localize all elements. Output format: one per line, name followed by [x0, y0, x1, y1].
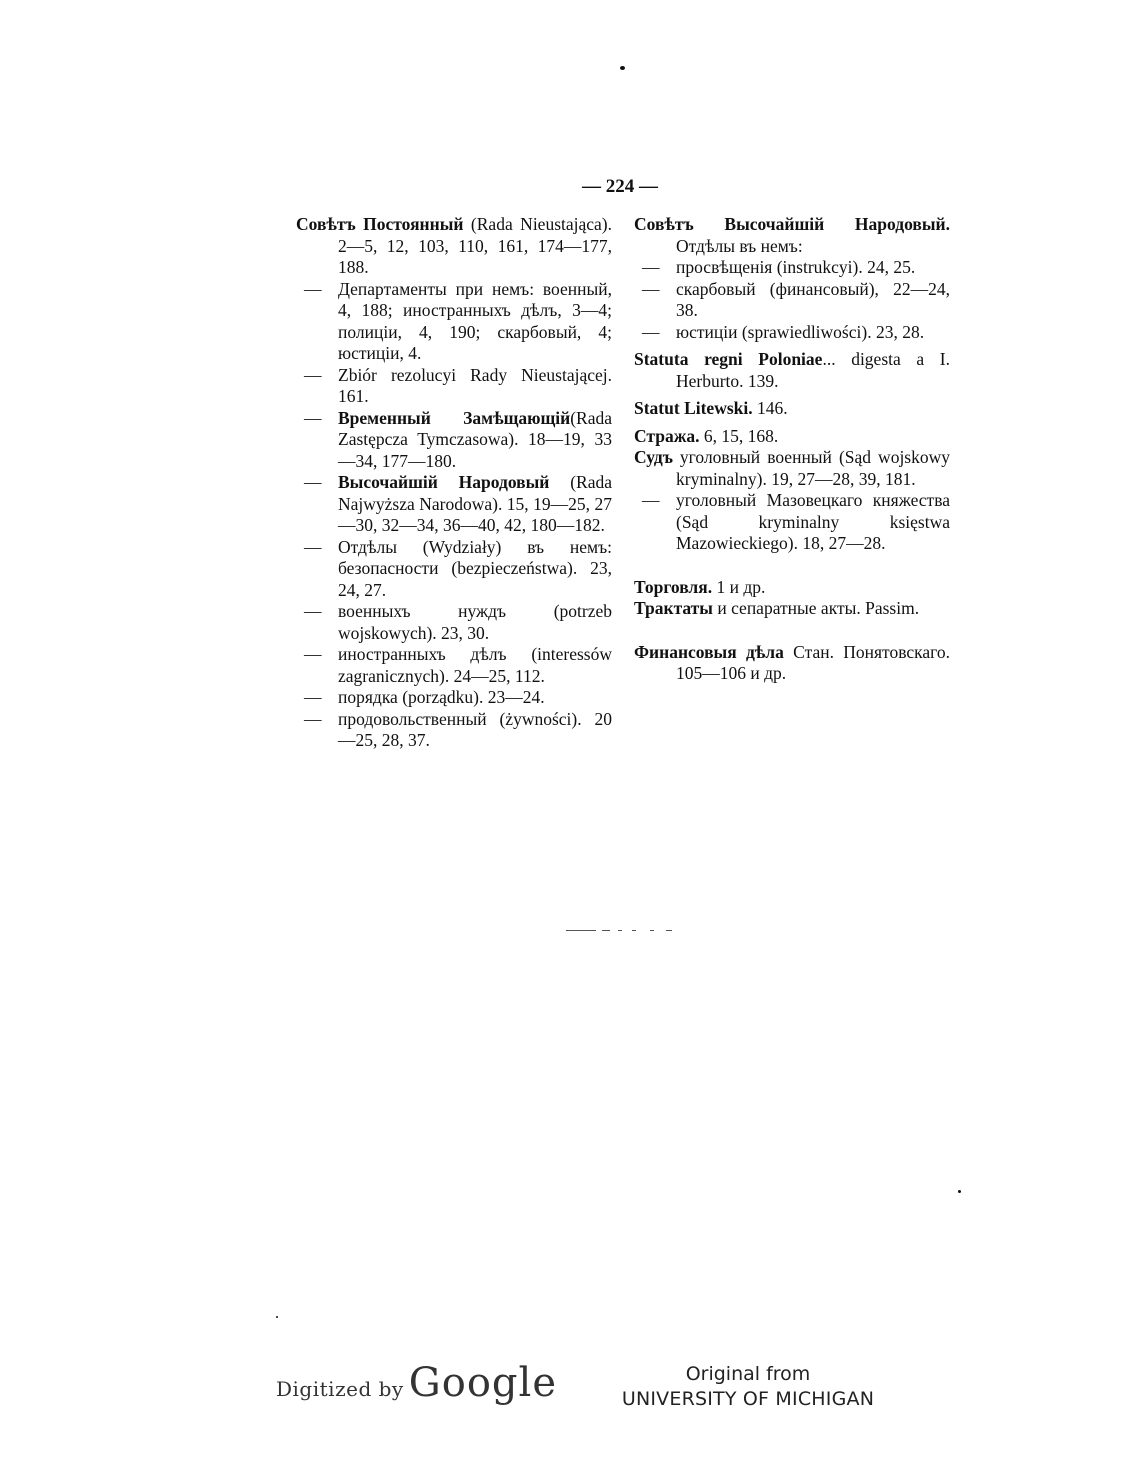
dash-marker: —	[304, 364, 322, 385]
digitized-label: Digitized by	[276, 1377, 404, 1401]
subentry-text: продовольственный (żywności). 20—25, 28, 37.	[338, 708, 612, 750]
subentry-heading: Временный Замѣщающій	[338, 407, 571, 428]
subentry-text: просвѣщенія (instrukcyi). 24, 25.	[676, 257, 916, 277]
entry-heading: Стража.	[634, 425, 700, 446]
entry-text: 146.	[752, 398, 788, 418]
index-subentry	[634, 322, 950, 344]
entry-text: и сепаратные акты. Passim.	[712, 598, 920, 618]
dash-marker: —	[304, 708, 322, 729]
index-subentry	[296, 408, 612, 473]
entry-heading: Statuta regni Poloniae	[634, 349, 823, 369]
subentry-text: (Rada Zastępcza Tymczasowa). 18—19, 33—34, 177—180.	[338, 407, 612, 471]
entry-heading: Судъ	[634, 447, 673, 467]
dash-marker: —	[304, 601, 322, 621]
end-ornament	[566, 928, 676, 934]
entry-text: 1 и др.	[712, 576, 766, 597]
speck-top	[620, 66, 625, 70]
index-entry	[634, 426, 950, 448]
google-wordmark: Google	[408, 1360, 557, 1406]
spacer	[634, 620, 950, 642]
entry-text: Отдѣлы въ немъ:	[676, 235, 803, 256]
index-column-right	[634, 214, 950, 685]
dash-marker: —	[304, 407, 322, 428]
index-subentry	[634, 257, 950, 279]
speck-right	[958, 1190, 961, 1193]
subentry-text: военныхъ нуждъ (potrzeb wojskowych). 23, 30.	[338, 601, 612, 643]
entry-heading: Совѣтъ Постоянный	[296, 214, 464, 234]
entry-heading: Совѣтъ Высочайшій Народовый.	[634, 214, 950, 234]
dash-marker: —	[642, 321, 660, 342]
subentry-text: юстиціи (sprawiedliwości). 23, 28.	[676, 321, 925, 342]
index-subentry	[296, 687, 612, 709]
subentry-heading: Высочайшій Народовый	[338, 472, 550, 492]
subentry-text: Zbiór rezolucyi Rady Nieustającej. 161.	[338, 364, 612, 406]
entry-text: ... digesta a I. Herburto. 139.	[676, 349, 950, 391]
index-entry	[634, 398, 950, 420]
original-from-label: Original from	[685, 1363, 811, 1385]
dash-marker: —	[642, 490, 660, 510]
index-column-left	[296, 214, 612, 752]
entry-heading: Трактаты	[634, 598, 713, 618]
digitized-by-watermark	[276, 1360, 557, 1406]
index-subentry	[296, 279, 612, 365]
spacer	[634, 555, 950, 577]
entry-text: 6, 15, 168.	[699, 425, 779, 446]
index-subentry	[634, 279, 950, 322]
index-entry	[634, 598, 950, 620]
index-entry	[634, 642, 950, 685]
dash-marker: —	[304, 644, 322, 664]
entry-heading: Торговля.	[634, 576, 713, 597]
index-entry	[634, 447, 950, 490]
index-entry	[634, 349, 950, 392]
speck-left	[276, 1316, 278, 1318]
page-number: — 224 —	[582, 176, 658, 197]
entry-heading: Statut Litewski.	[634, 398, 753, 418]
index-entry	[634, 214, 950, 257]
subentry-text: уголовный Мазовецкаго княжества (Sąd kryminalny księstwa Mazowieckiego). 18, 27—28.	[676, 490, 950, 553]
index-subentry	[296, 709, 612, 752]
subentry-text: (Rada Najwyższa Narodowa). 15, 19—25, 27—30, 32—34, 36—40, 42, 180—182.	[338, 472, 612, 535]
original-from-watermark	[610, 1362, 886, 1412]
index-subentry	[296, 472, 612, 537]
index-subentry	[634, 490, 950, 555]
subentry-text: иностранныхъ дѣлъ (interessów zagranicznych). 24—25, 112.	[338, 644, 612, 686]
dash-marker: —	[642, 278, 660, 299]
subentry-text: Департаменты при немъ: военный, 4, 188; иностранныхъ дѣлъ, 3—4; полиціи, 4, 190; скарбовый, 4; юстиціи, 4.	[338, 278, 612, 363]
entry-text: уголовный военный (Sąd wojskowy kryminalny). 19, 27—28, 39, 181.	[672, 447, 950, 489]
index-entry	[296, 214, 612, 279]
entry-text: Стан. Понятовскаго. 105—106 и др.	[676, 641, 950, 683]
dash-marker: —	[642, 257, 660, 277]
entry-text: (Rada Nieustająca). 2—5, 12, 103, 110, 161, 174—177, 188.	[338, 214, 613, 277]
institution-name: UNIVERSITY OF MICHIGAN	[621, 1388, 875, 1410]
index-subentry	[296, 365, 612, 408]
index-subentry	[296, 644, 612, 687]
index-entry	[634, 577, 950, 599]
dash-marker: —	[304, 278, 322, 299]
dash-marker: —	[304, 472, 322, 492]
dash-marker: —	[304, 536, 322, 557]
index-subentry	[296, 537, 612, 602]
subentry-text: Отдѣлы (Wydziały) въ немъ: безопасности (bezpieczeństwa). 23, 24, 27.	[338, 536, 612, 600]
subentry-text: порядка (porządku). 23—24.	[338, 687, 545, 707]
entry-heading: Финансовыя дѣла	[634, 641, 784, 662]
subentry-text: скарбовый (финансовый), 22—24, 38.	[676, 278, 950, 320]
index-subentry	[296, 601, 612, 644]
dash-marker: —	[304, 687, 322, 707]
